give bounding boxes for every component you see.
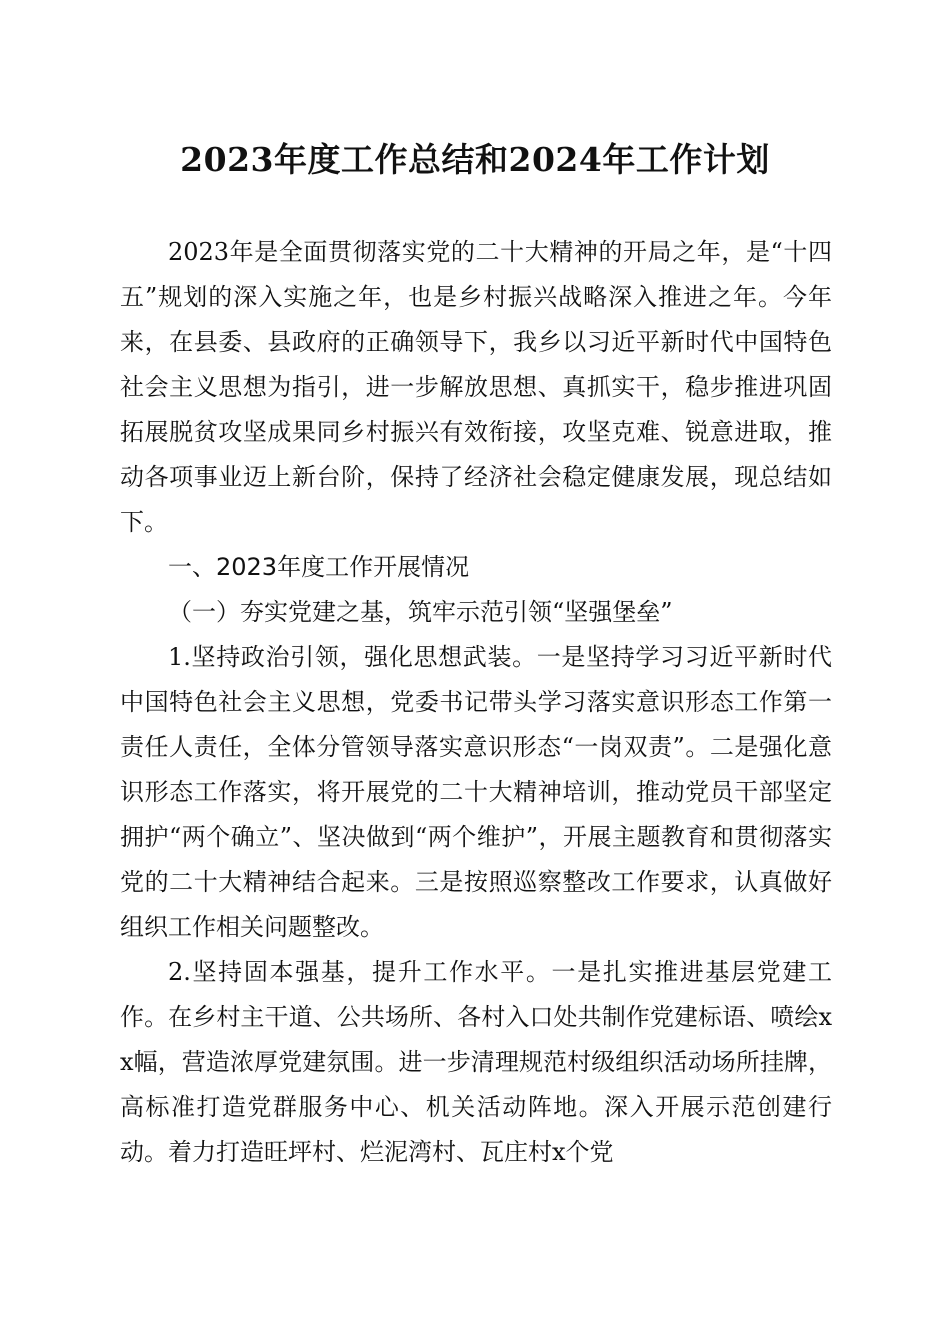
item-paragraph-1: 1.坚持政治引领，强化思想武装。一是坚持学习习近平新时代中国特色社会主义思想，党委书记带头学习落实意识形态工作第一责任人责任，全体分管领导落实意识形态“一岗双责”。二是强化意识形态工作落实，将开展党的二十大精神培训，推动党员干部坚定拥护“两个确立”、坚决做到“两个维护”，开展主题教育和贯彻落实党的二十大精神结合起来。三是按照巡察整改工作要求，认真做好组织工作相关问题整改。	[120, 643, 832, 941]
section-heading: 一、2023年度工作开展情况	[168, 553, 470, 581]
subsection-heading: （一）夯实党建之基，筑牢示范引领“坚强堡垒”	[168, 598, 673, 626]
document-body	[120, 230, 832, 1175]
document-title: 2023年度工作总结和2024年工作计划	[180, 140, 770, 179]
item-paragraph-2: 2.坚持固本强基，提升工作水平。一是扎实推进基层党建工作。在乡村主干道、公共场所、各村入口处共制作党建标语、喷绘xx幅，营造浓厚党建氛围。进一步清理规范村级组织活动场所挂牌，高标准打造党群服务中心、机关活动阵地。深入开展示范创建行动。着力打造旺坪村、烂泥湾村、瓦庄村x个党	[120, 958, 832, 1166]
intro-paragraph: 2023年是全面贯彻落实党的二十大精神的开局之年，是“十四五”规划的深入实施之年，也是乡村振兴战略深入推进之年。今年来，在县委、县政府的正确领导下，我乡以习近平新时代中国特色社会主义思想为指引，进一步解放思想、真抓实干，稳步推进巩固拓展脱贫攻坚成果同乡村振兴有效衔接，攻坚克难、锐意进取，推动各项事业迈上新台阶，保持了经济社会稳定健康发展，现总结如下。	[120, 238, 832, 536]
